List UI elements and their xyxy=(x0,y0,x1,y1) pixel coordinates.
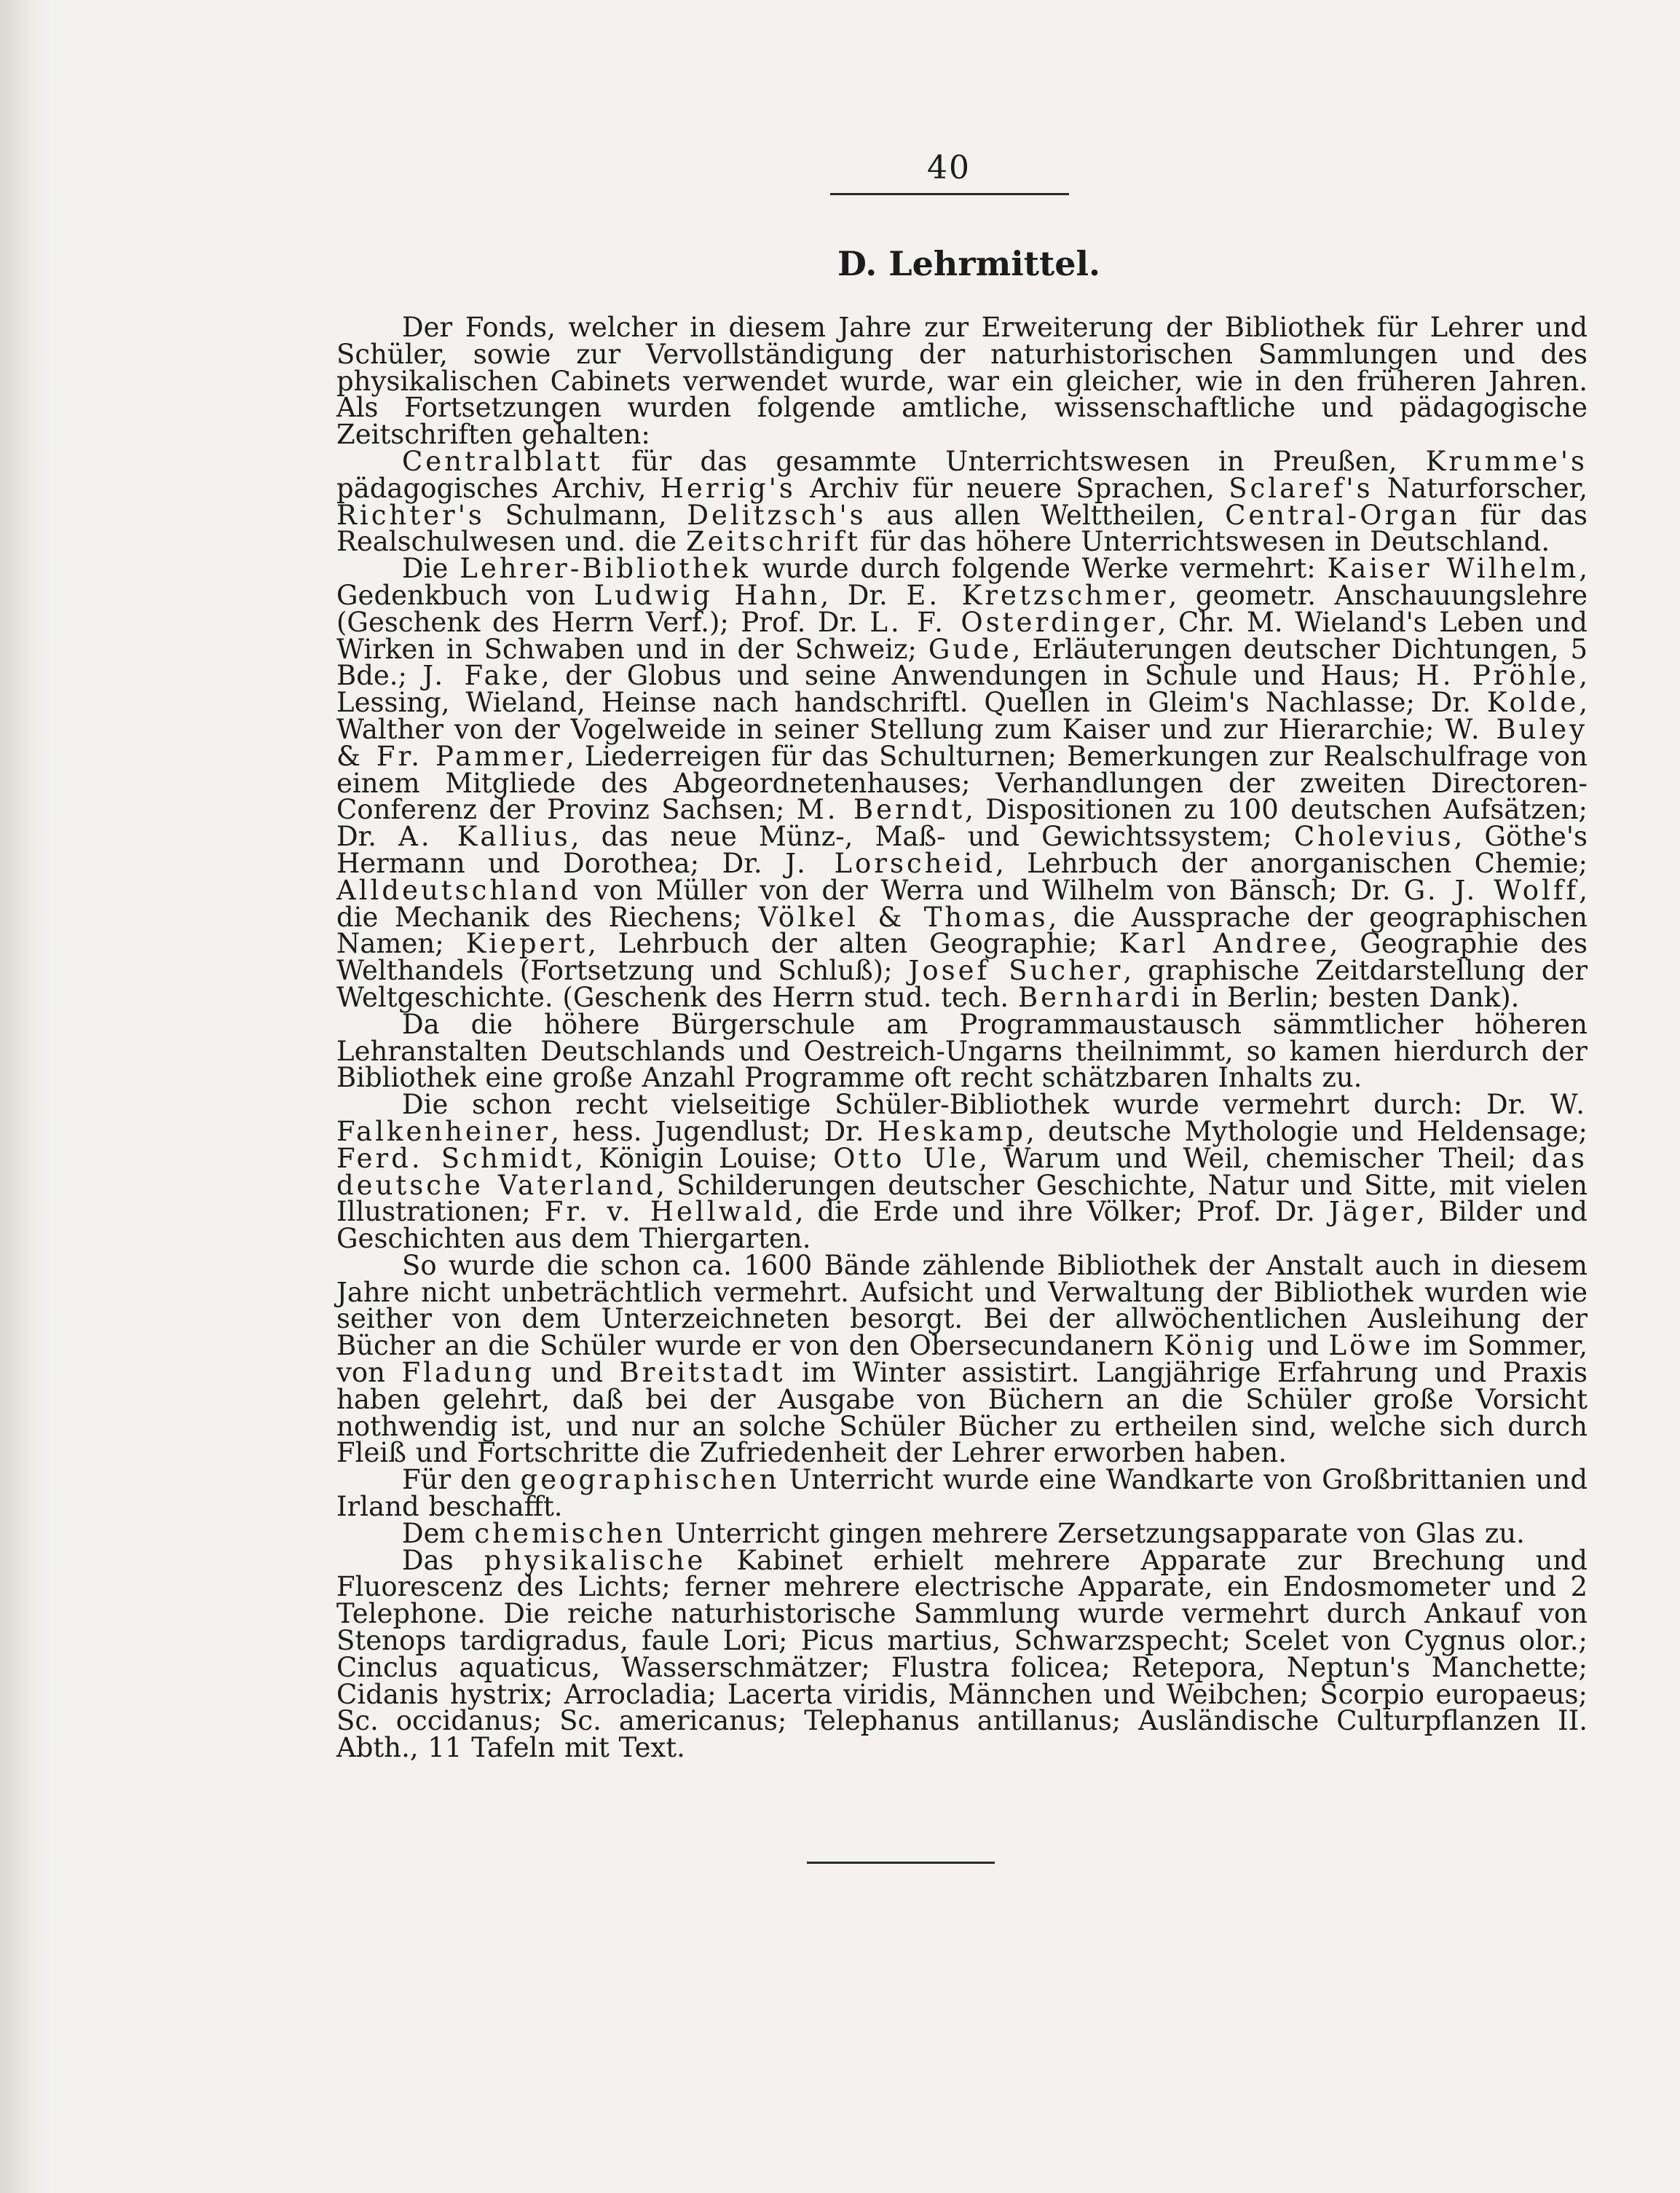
text-segment: Naturforscher, xyxy=(1373,472,1588,504)
spaced-name: Völkel & Thomas xyxy=(758,901,1049,933)
text-segment: , Dispositionen zu 100 deutschen Aufsätzen; Dr. xyxy=(336,794,1588,853)
text-segment: , Chr. M. Wieland's Leben und Wirken in Schwaben und in der Schweiz; xyxy=(336,606,1588,665)
text-segment: , Liederreigen für das Schulturnen; Bemerkungen zur Realschulfrage von einem Mitgliede des Abgeordnetenhauses; Verhandlungen der zweiten Directoren-Conferenz der Provinz Sachsen; xyxy=(336,740,1588,826)
text-segment: in Berlin; besten Dank). xyxy=(1182,981,1520,1013)
text-segment: , Gedenkbuch von xyxy=(336,553,1588,611)
text-segment: Der Fonds, welcher in diesem Jahre zur Erweiterung der Bibliothek für Lehrer und Schüler, sowie zur Vervollständigung der naturhistorischen Sammlungen und des physikalischen Cabinets verwendet wurde, war ein gleicher, wie in den früheren Jahren. Als Fortsetzungen wurden folgende amtliche, wissenschaftliche und pädagogische Zeitschriften gehalten: xyxy=(336,312,1588,451)
spaced-name: E. Kretzschmer xyxy=(906,579,1169,611)
text-segment: , graphische Zeitdarstellung der Weltgeschichte. (Geschenk des Herrn stud. tech. xyxy=(336,955,1588,1013)
paragraph-zeitschriften xyxy=(336,445,1588,558)
page-edge-shadow xyxy=(0,0,51,2193)
spaced-name: Centralblatt xyxy=(402,445,603,477)
text-segment: Die xyxy=(402,553,460,585)
text-segment: , Bilder und Geschichten aus dem Thiergarten. xyxy=(336,1196,1588,1255)
text-segment: und xyxy=(535,1357,620,1389)
spaced-name: H. Pröhle xyxy=(1416,660,1580,692)
text-segment: für das Realschulwesen und. die xyxy=(336,499,1588,558)
text-segment: , das neue Münz-, Maß- und Gewichtssystem; xyxy=(570,821,1294,853)
spaced-name: chemischen xyxy=(474,1517,666,1549)
section-heading: D. Lehrmittel. xyxy=(837,244,1100,283)
spaced-name: Ferd. Schmidt xyxy=(336,1142,575,1174)
text-segment: im Winter assistirt. Langjährige Erfahrung und Praxis haben gelehrt, daß bei der Ausgabe von Büchern an die Schüler große Vorsicht nothwendig ist, und nur an solche Schüler Bücher zu ertheilen sind, welche sich durch Fleiß und Fortschritte die Zufriedenheit der Lehrer erworben haben. xyxy=(336,1357,1588,1469)
spaced-name: Kolde xyxy=(1486,687,1580,719)
spaced-name: Löwe xyxy=(1328,1330,1413,1362)
paragraph-geographie xyxy=(336,1464,1588,1523)
text-segment: für das höhere Unterrichtswesen in Deutschland. xyxy=(860,526,1550,558)
paragraph-chemie xyxy=(336,1517,1588,1549)
spaced-name: Krumme's xyxy=(1425,445,1588,477)
paragraph-schueler-bibliothek xyxy=(336,1089,1588,1255)
text-segment: für das gesammte Unterrichtswesen in Preußen, xyxy=(602,445,1426,477)
spaced-name: W. Buley & Fr. Pammer xyxy=(336,713,1588,772)
text-segment: , Lehrbuch der alten Geographie; xyxy=(588,928,1119,960)
paragraph-lehrer-bibliothek xyxy=(336,553,1588,1013)
paragraph-baende xyxy=(336,1249,1588,1469)
text-segment: , Warum und Weil, chemischer Theil; xyxy=(979,1142,1532,1174)
spaced-name: König xyxy=(1163,1330,1258,1362)
spaced-name: Fr. v. Hellwald xyxy=(544,1196,795,1228)
text-segment: , Erläuterungen deutscher Dichtungen, 5 Bde.; xyxy=(336,633,1588,692)
spaced-name: A. Kallius xyxy=(398,821,571,853)
text-segment: im Sommer, von xyxy=(336,1330,1588,1389)
text-segment: , Schilderungen deutscher Geschichte, Natur und Sitte, mit vielen Illustrationen; xyxy=(336,1169,1588,1228)
text-segment: Kabinet erhielt mehrere Apparate zur Brechung und Fluorescenz des Lichts; ferner mehrere electrische Apparate, ein Endosmometer und 2 Telephone. Die reiche naturhistorische Sammlung wurde vermehrt durch Ankauf von Stenops tardigradus, faule Lori; Picus martius, Schwarzspecht; Scelet von Cygnus olor.; Cinclus aquaticus, Wasserschmätzer; Flustra folicea; Retepora, Neptun's Manchette; Cidanis hystrix; Arrocladia; Lacerta viridis, Männchen und Weibchen; Scorpio europaeus; Sc. occidanus; Sc. americanus; Telephanus antillanus; Ausländische Culturpflanzen II. Abth., 11 Tafeln mit Text. xyxy=(336,1544,1588,1764)
spaced-name: geographischen xyxy=(520,1464,780,1496)
text-segment: , die Aussprache der geographischen Namen; xyxy=(336,901,1588,960)
spaced-name: Cholevius xyxy=(1293,821,1454,853)
text-segment: Die schon recht vielseitige Schüler-Bibliothek wurde vermehrt durch: Dr. xyxy=(402,1089,1550,1121)
spaced-name: Zeitschrift xyxy=(685,526,861,558)
text-segment: aus allen Welttheilen, xyxy=(866,499,1226,531)
spaced-name: Josef Sucher xyxy=(908,955,1124,987)
spaced-name: W. Falkenheiner xyxy=(336,1089,1588,1147)
spaced-name: Richter's xyxy=(336,499,485,531)
text-segment: Da die höhere Bürgerschule am Programmaustausch sämmtlicher höheren Lehranstalten Deutschlands und Oestreich-Ungarns theilnimmt, so kamen hierdurch der Bibliothek eine große Anzahl Programme oft recht schätzbaren Inhalts zu. xyxy=(336,1008,1588,1094)
spaced-name: J. Lorscheid xyxy=(785,847,995,879)
text-segment: von Müller von der Werra und Wilhelm von Bänsch; Dr. xyxy=(580,874,1404,906)
text-segment: , Geographie des Welthandels (Fortsetzung und Schluß); xyxy=(336,928,1588,987)
spaced-name: Delitzsch's xyxy=(687,499,867,531)
spaced-name: Herrig's xyxy=(660,472,796,504)
paragraph-fonds xyxy=(336,312,1588,451)
spaced-name: Bernhardi xyxy=(1017,981,1183,1013)
spaced-name: Ludwig Hahn xyxy=(593,579,821,611)
page-number: 40 xyxy=(927,149,971,186)
spaced-name: Lehrer-Bibliothek xyxy=(460,553,751,585)
text-segment: , Dr. xyxy=(820,579,907,611)
text-segment: , deutsche Mythologie und Heldensage; xyxy=(1026,1115,1588,1147)
text-segment: und xyxy=(1257,1330,1329,1362)
text-segment: Für den xyxy=(402,1464,521,1496)
closing-rule xyxy=(807,1862,995,1864)
spaced-name: Gude xyxy=(928,633,1012,665)
spaced-name: Karl Andree xyxy=(1119,928,1330,960)
spaced-name: L. F. Osterdinger xyxy=(869,606,1158,638)
body-text xyxy=(336,312,1588,1764)
text-segment: , Walther von der Vogelweide in seiner Stellung zum Kaiser und zur Hierarchie; xyxy=(336,687,1588,745)
page-number-rule xyxy=(830,193,1069,195)
text-segment: So wurde die schon ca. 1600 Bände zählende Bibliothek der Anstalt auch in diesem Jahre nicht unbeträchtlich vermehrt. Aufsicht und Verwaltung der Bibliothek wurden wie seither von dem Unterzeichneten besorgt. Bei der allwöchentlichen Ausleihung der Bücher an die Schüler wurde er von den Obersecundanern xyxy=(336,1249,1588,1362)
spaced-name: Kiepert xyxy=(465,928,588,960)
text-segment: Das xyxy=(402,1544,484,1576)
spaced-name: Kaiser Wilhelm xyxy=(1327,553,1580,585)
spaced-name: Central-Organ xyxy=(1225,499,1460,531)
spaced-name: M. Berndt xyxy=(796,794,966,826)
text-segment: , hess. Jugendlust; Dr. xyxy=(551,1115,878,1147)
spaced-name: Jäger xyxy=(1328,1196,1416,1228)
spaced-name: Otto Ule xyxy=(833,1142,979,1174)
text-segment: , Königin Louise; xyxy=(575,1142,834,1174)
spaced-name: das deutsche Vaterland xyxy=(336,1142,1588,1201)
text-segment: , Lehrbuch der anorganischen Chemie; xyxy=(995,847,1588,879)
spaced-name: Alldeutschland xyxy=(336,874,581,906)
text-segment: Unterricht gingen mehrere Zersetzungsapparate von Glas zu. xyxy=(666,1517,1525,1549)
spaced-name: physikalische xyxy=(484,1544,706,1576)
paragraph-physik xyxy=(336,1544,1588,1764)
paragraph-programmaustausch xyxy=(336,1008,1588,1094)
text-segment: , Lessing, Wieland, Heinse nach handschriftl. Quellen in Gleim's Nachlasse; Dr. xyxy=(336,660,1588,719)
text-segment: Unterricht wurde eine Wandkarte von Großbrittanien und Irland beschafft. xyxy=(336,1464,1588,1523)
spaced-name: G. J. Wolff xyxy=(1403,874,1580,906)
spaced-name: Sclaref's xyxy=(1229,472,1373,504)
text-segment: , der Globus und seine Anwendungen in Schule und Haus; xyxy=(541,660,1416,692)
text-segment: , geometr. Anschauungslehre (Geschenk des Herrn Verf.); Prof. Dr. xyxy=(336,579,1588,638)
spaced-name: J. Fake xyxy=(422,660,541,692)
text-segment: , Göthe's Hermann und Dorothea; Dr. xyxy=(336,821,1588,879)
spaced-name: Heskamp xyxy=(877,1115,1026,1147)
text-segment: , die Mechanik des Riechens; xyxy=(336,874,1588,933)
spaced-name: Breitstadt xyxy=(619,1357,786,1389)
text-segment: Dem xyxy=(402,1517,475,1549)
text-segment: Archiv für neuere Sprachen, xyxy=(795,472,1229,504)
text-segment: wurde durch folgende Werke vermehrt: xyxy=(751,553,1328,585)
spaced-name: Fladung xyxy=(401,1357,535,1389)
text-segment: pädagogisches Archiv, xyxy=(336,472,660,504)
text-segment: Schulmann, xyxy=(484,499,687,531)
text-segment: , die Erde und ihre Völker; Prof. Dr. xyxy=(794,1196,1329,1228)
